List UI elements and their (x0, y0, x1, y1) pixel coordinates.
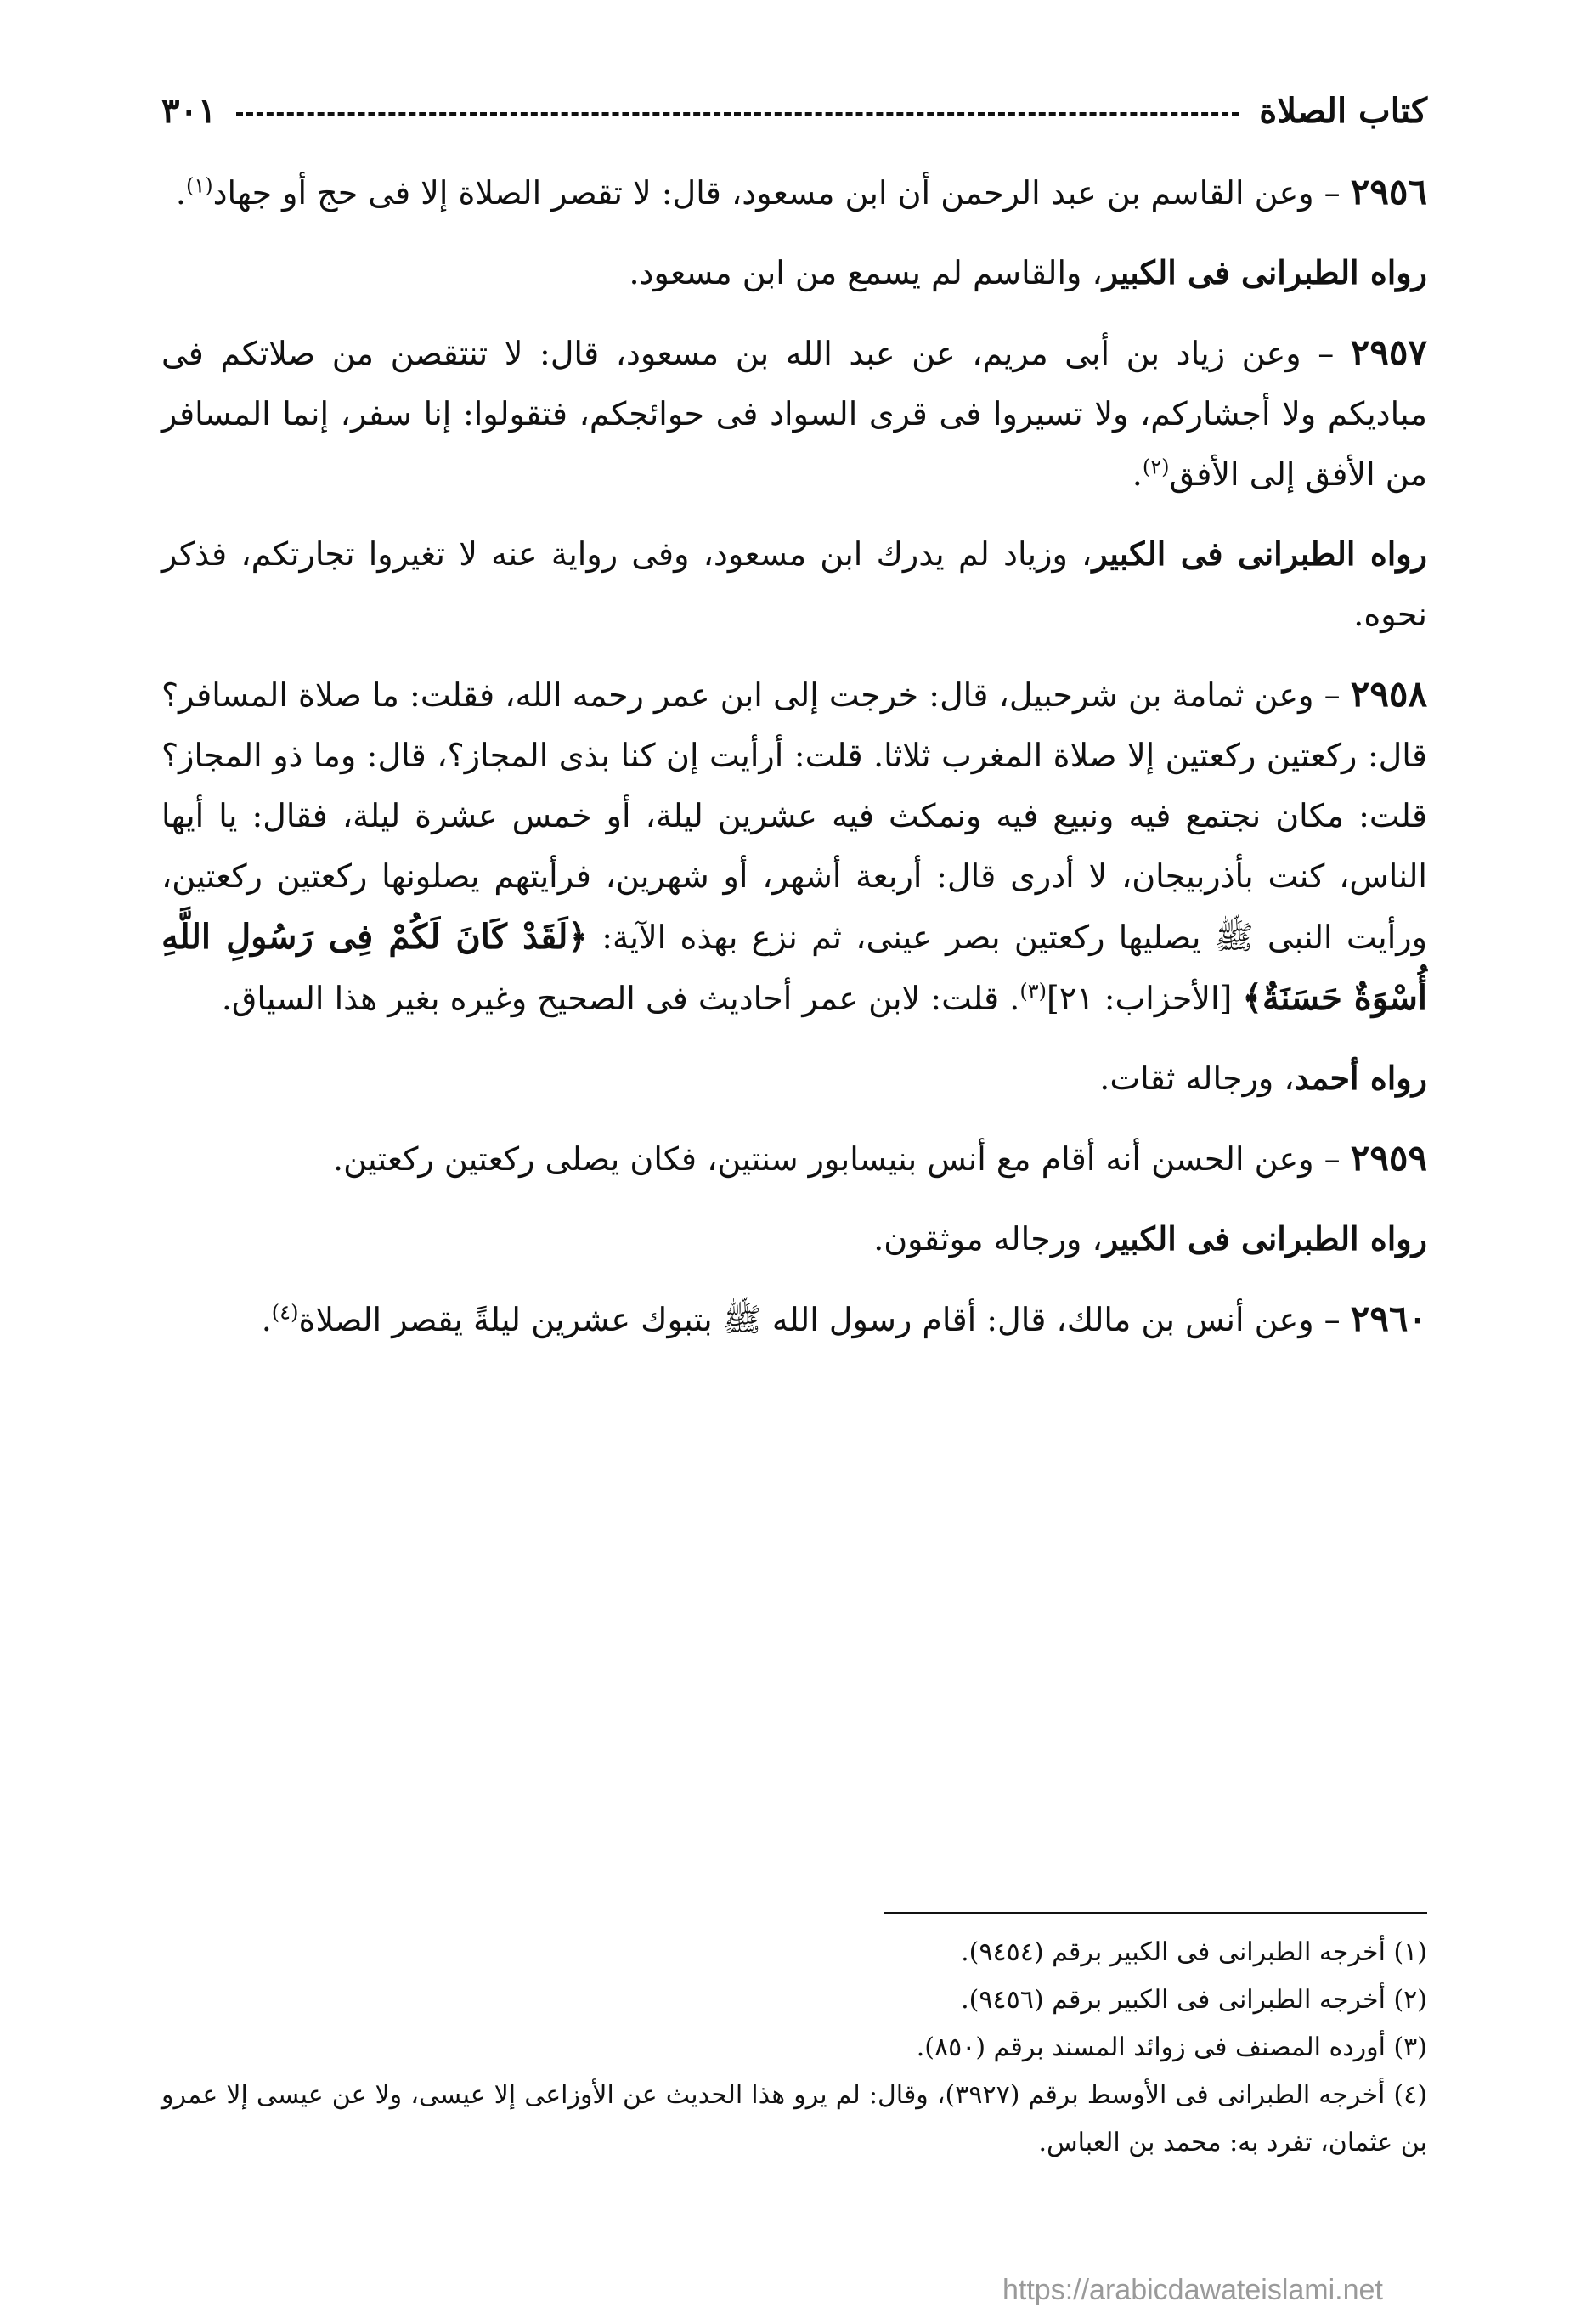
hadith-tail: . (261, 1301, 272, 1338)
hadith-text: – وعن ثمامة بن شرحبيل، قال: خرجت إلى ابن عمر رحمه الله، فقلت: ما صلاة المسافر؟ قال: ركعتين ركعتين إلا صلاة المغرب ثلاثا. قلت: أرأيت إن كنا بذى المجاز؟، قال: وما ذو المجاز؟ قلت: مكان نجتمع فيه ونبيع فيه ونمكث فيه عشرين ليلة، أو خمس عشرة ليلة، فقال: يا أيها الناس، كنت بأذربيجان، لا أدرى قال: أربعة أشهر، أو شهرين، فرأيتهم يصلونها ركعتين ركعتين، ورأيت النبى ﷺ يصليها ركعتين بصر عينى، ثم نزع بهذه الآية: (161, 676, 1427, 956)
takhrij-paragraph (161, 242, 1427, 303)
running-header (161, 85, 1427, 136)
takhrij-source: رواه الطبرانى فى الكبير (1102, 253, 1427, 291)
hadith-paragraph (161, 1128, 1427, 1190)
footnote-item: (٢) أخرجه الطبرانى فى الكبير برقم (٩٤٥٦). (961, 1985, 1427, 2015)
main-text (161, 161, 1427, 1369)
verse-reference: [الأحزاب: ٢١] (1046, 980, 1243, 1017)
quran-verse: ﴿لَقَدْ كَانَ لَكُمْ فِى رَسُولِ اللَّهِ أُسْوَةٌ حَسَنَةٌ﴾ (161, 917, 1427, 1018)
takhrij-source: رواه الطبرانى فى الكبير (1092, 534, 1428, 573)
hadith-paragraph (161, 1288, 1427, 1350)
hadith-text: – وعن أنس بن مالك، قال: أقام رسول الله ﷺ بتبوك عشرين ليلةً يقصر الصلاة (298, 1301, 1351, 1338)
hadith-number: ٢٩٥٦ (1350, 171, 1427, 212)
hadith-tail: . (175, 174, 186, 212)
footnote-reference[interactable]: (١) (185, 173, 213, 198)
takhrij-text: ، ورجاله ثقات. (1099, 1060, 1295, 1097)
header-rule (236, 112, 1239, 116)
hadith-paragraph (161, 322, 1427, 505)
hadith-paragraph (161, 161, 1427, 223)
takhrij-text: ، والقاسم لم يسمع من ابن مسعود. (629, 254, 1103, 291)
takhrij-text: ، وزياد لم يدرك ابن مسعود، وفى رواية عنه لا تغيروا تجارتكم، فذكر نحوه. (161, 535, 1427, 633)
hadith-number: ٢٩٥٧ (1350, 331, 1427, 373)
hadith-text: – وعن زياد بن أبى مريم، عن عبد الله بن مسعود، قال: لا تنتقصن من صلاتكم فى مباديكم ولا أجشاركم، ولا تسيروا فى قرى السواد فى حوائجكم، فتقولوا: إنا سفر، إنما المسافر من الأفق إلى الأفق (161, 335, 1427, 493)
watermark-url: https://arabicdawateislami.net (1002, 2274, 1383, 2306)
hadith-paragraph (161, 664, 1427, 1029)
takhrij-source: رواه الطبرانى فى الكبير (1102, 1219, 1427, 1258)
hadith-tail: . (1132, 455, 1143, 493)
hadith-text: – وعن الحسن أنه أقام مع أنس بنيسابور سنتين، فكان يصلى ركعتين ركعتين. (333, 1140, 1351, 1178)
footnote-reference[interactable]: (٢) (1142, 455, 1170, 479)
takhrij-paragraph (161, 523, 1427, 645)
takhrij-text: ، ورجاله موثقون. (873, 1220, 1103, 1258)
hadith-number: ٢٩٥٩ (1350, 1137, 1427, 1179)
hadith-text: – وعن القاسم بن عبد الرحمن أن ابن مسعود، قال: لا تقصر الصلاة إلا فى حج أو جهاد (212, 174, 1351, 212)
footnote-reference[interactable]: (٤) (271, 1300, 299, 1325)
hadith-number: ٢٩٦٠ (1350, 1298, 1427, 1339)
takhrij-paragraph (161, 1208, 1427, 1269)
footnote-item: (٤) أخرجه الطبرانى فى الأوسط برقم (٣٩٢٧)، وقال: لم يرو هذا الحديث عن الأوزاعى إلا عيسى، ولا عن عيسى إلا عمرو بن عثمان، تفرد به: محمد بن العباس. (161, 2080, 1427, 2157)
hadith-number: ٢٩٥٨ (1350, 673, 1427, 715)
hadith-tail: . قلت: لابن عمر أحاديث فى الصحيح وغيره بغير هذا السياق. (221, 980, 1020, 1017)
footnote-separator (884, 1912, 1427, 1914)
footnote-reference[interactable]: (٣) (1019, 979, 1047, 1004)
takhrij-source: رواه أحمد (1294, 1059, 1427, 1097)
takhrij-paragraph (161, 1048, 1427, 1109)
document-page (161, 76, 1427, 2286)
book-title: كتاب الصلاة (1259, 90, 1427, 131)
page-number: ٣٠١ (161, 90, 217, 131)
footnote-item: (١) أخرجه الطبرانى فى الكبير برقم (٩٤٥٤). (961, 1937, 1427, 1967)
footnote-item: (٣) أورده المصنف فى زوائد المسند برقم (٨٥٠). (916, 2033, 1427, 2062)
footnotes (161, 1929, 1427, 2167)
